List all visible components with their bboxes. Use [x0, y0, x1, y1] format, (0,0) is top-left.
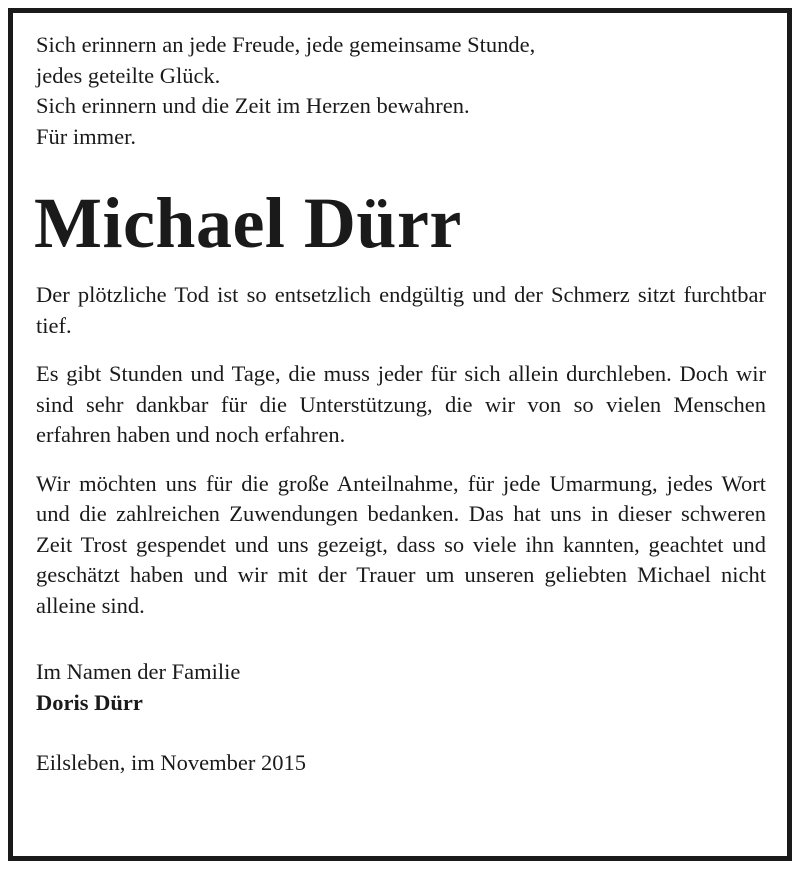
place-date: Eilsleben, im November 2015 — [36, 750, 306, 775]
paragraph-grief: Der plötzliche Tod ist so entsetzlich endgültig und der Schmerz sitzt furchtbar tief. — [36, 282, 766, 338]
obituary-notice — [36, 30, 766, 801]
paragraph-gratitude: Es gibt Stunden und Tage, die muss jeder für sich allein durchleben. Doch wir sind sehr dankbar für die Unterstützung, die wir von so vielen Menschen erfahren haben und noch erfahren. — [36, 361, 766, 447]
paragraph-thanks: Wir möchten uns für die große Anteilnahme, für jede Umarmung, jedes Wort und die zahlreichen Zuwendungen bedanken. Das hat uns in dieser schweren Zeit Trost gespendet und uns gezeigt, dass so viele ihn kannten, geachtet und geschätzt haben und wir mit der Trauer um unseren geliebten Michael nicht alleine sind. — [36, 470, 766, 618]
intro-line: jedes geteilte Glück. — [36, 62, 221, 88]
intro-line: Für immer. — [36, 123, 136, 149]
signature-line: Im Namen der Familie — [36, 659, 241, 684]
intro-line: Sich erinnern an jede Freude, jede gemeinsame Stunde, — [36, 32, 536, 57]
intro-verse — [36, 30, 766, 152]
signature-block — [36, 657, 766, 718]
signer-name: Doris Dürr — [36, 689, 143, 715]
deceased-name: Michael Dürr — [34, 183, 462, 263]
intro-line: Sich erinnern und die Zeit im Herzen bewahren. — [36, 93, 470, 118]
